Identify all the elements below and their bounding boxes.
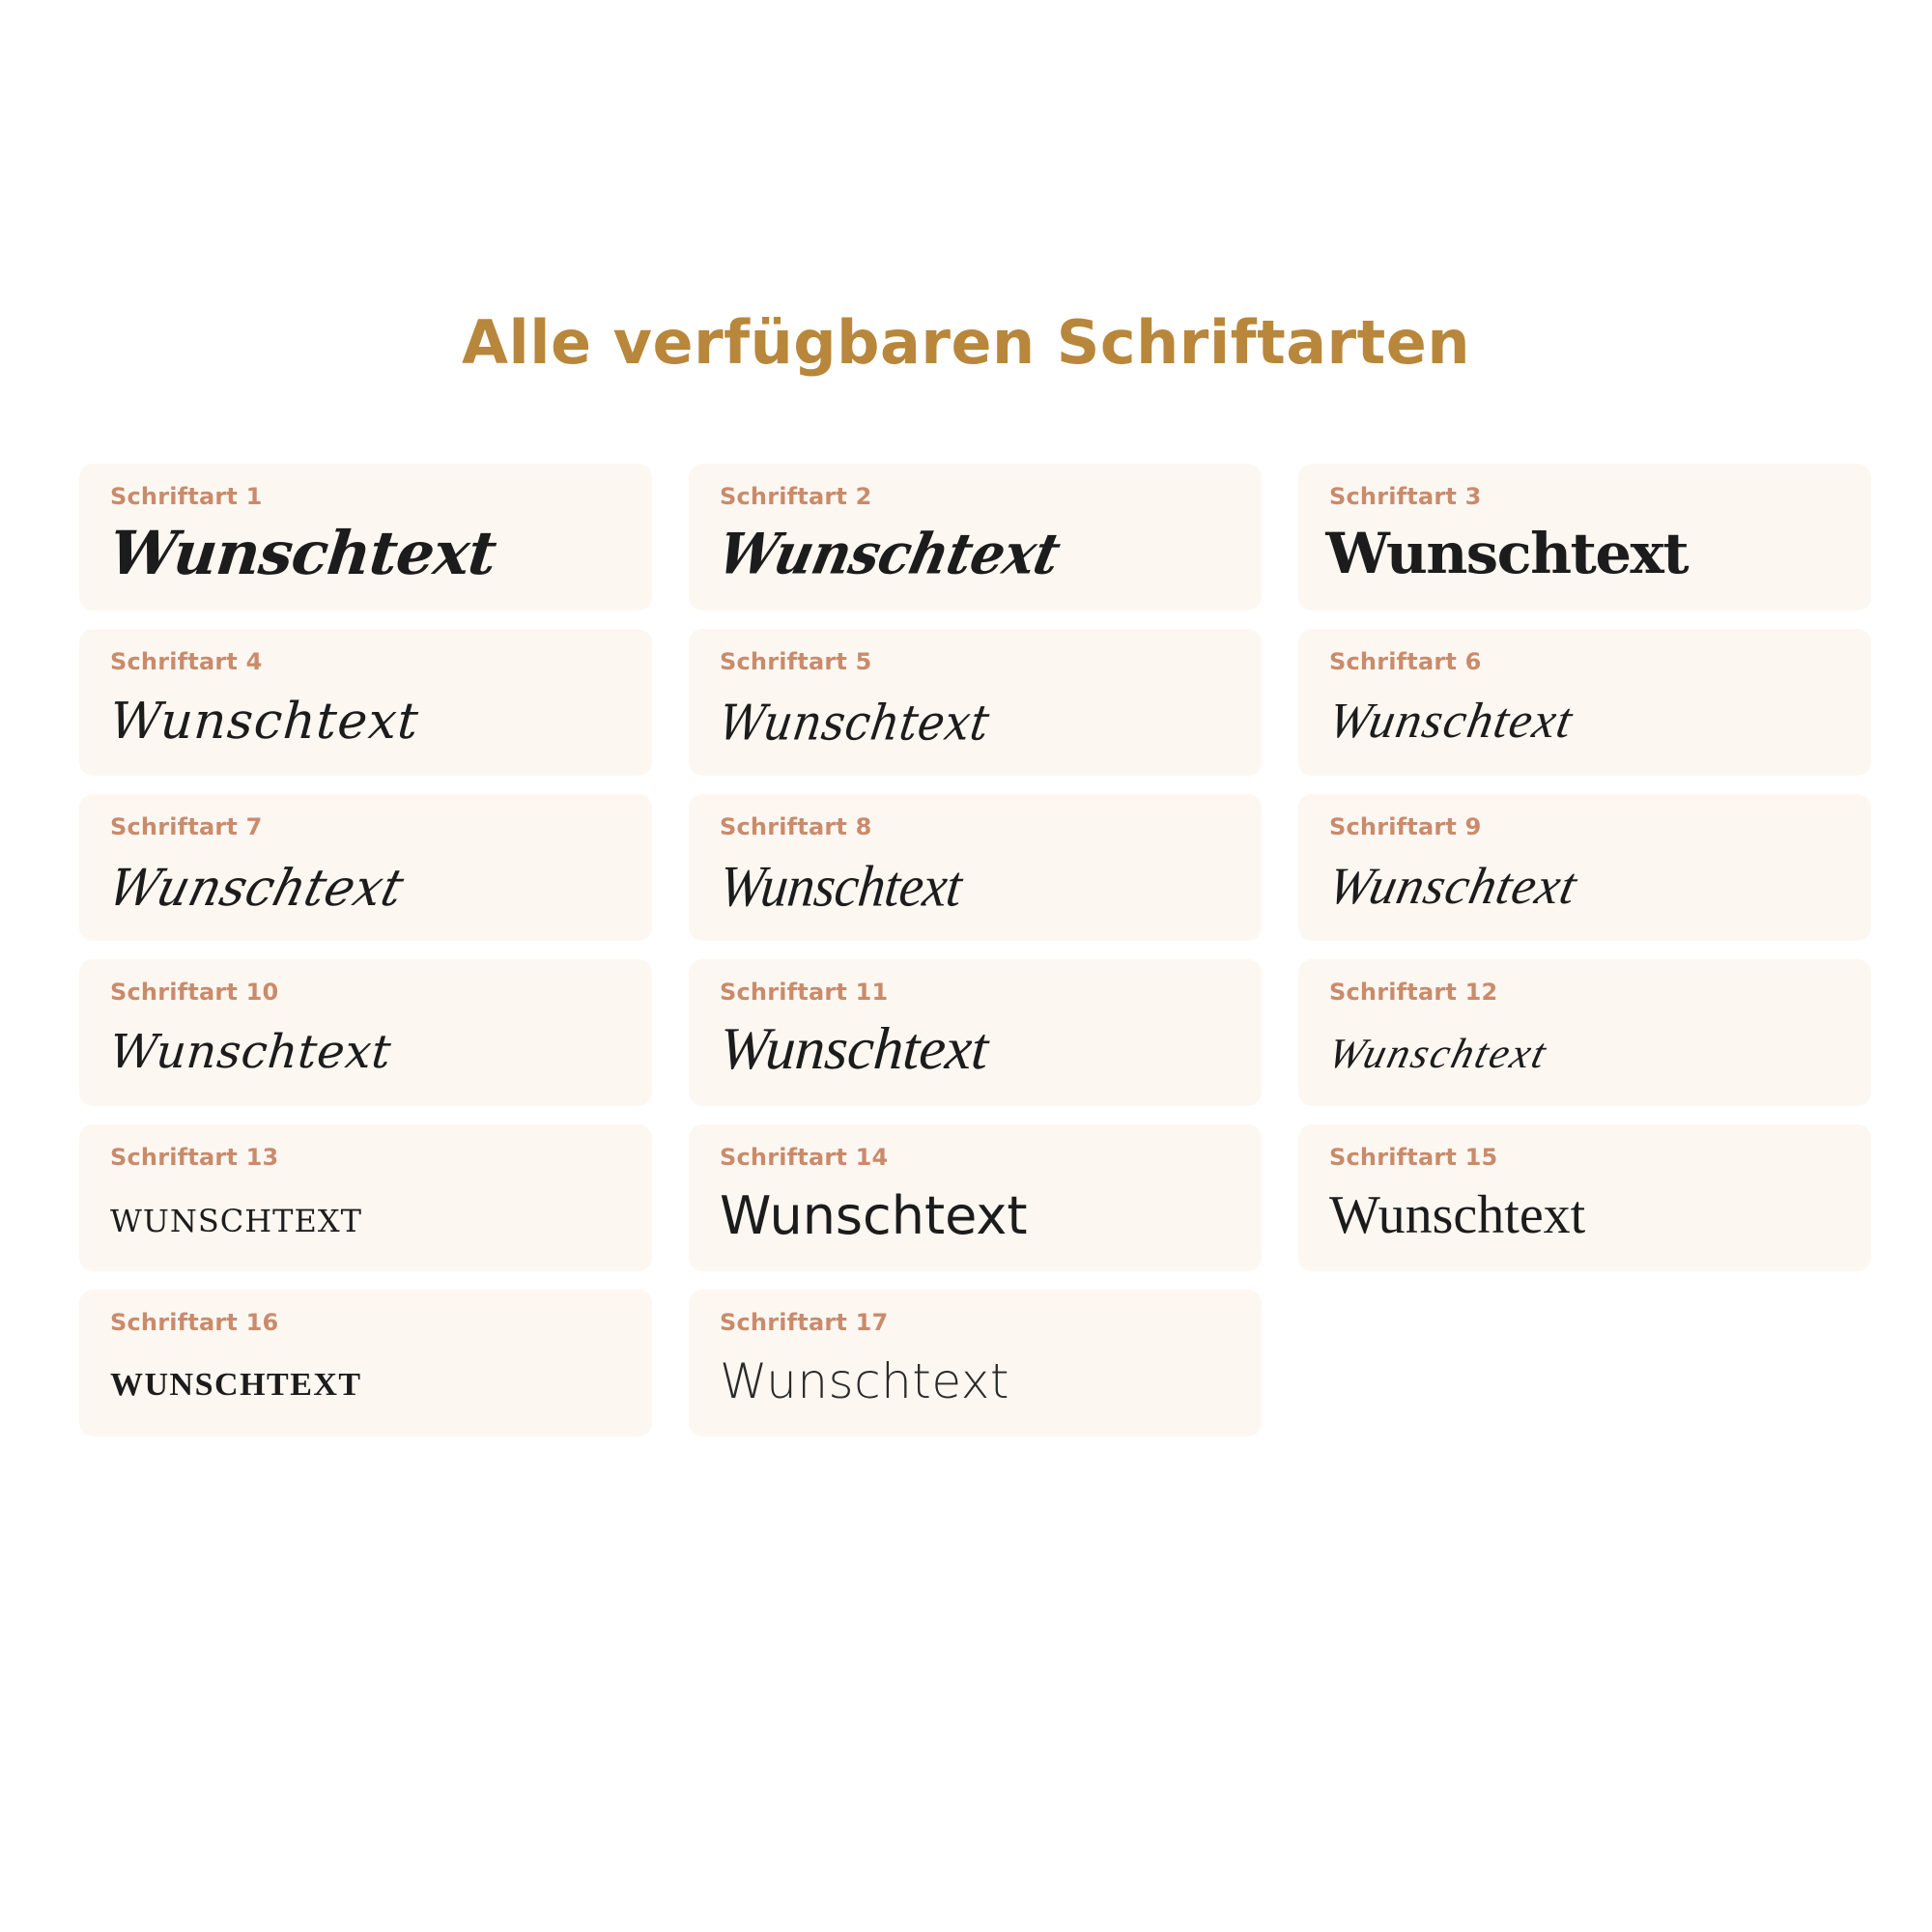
font-card-label: Schriftart 11 (720, 979, 889, 1006)
font-card-12[interactable] (1298, 959, 1871, 1106)
font-card-11[interactable] (689, 959, 1262, 1106)
font-card-label: Schriftart 10 (110, 979, 279, 1006)
font-card-6[interactable] (1298, 629, 1871, 776)
font-card-label: Schriftart 9 (1329, 813, 1482, 840)
font-sample-text: Wunschtext (102, 858, 411, 918)
font-card-9[interactable] (1298, 794, 1871, 941)
font-card-13[interactable] (79, 1124, 652, 1271)
font-sample-text: Wunschtext (107, 693, 421, 751)
font-card-label: Schriftart 4 (110, 648, 263, 675)
font-card-label: Schriftart 16 (110, 1309, 279, 1336)
font-card-16[interactable] (79, 1290, 652, 1436)
font-card-1[interactable] (79, 464, 652, 611)
font-card-10[interactable] (79, 959, 652, 1106)
font-card-label: Schriftart 3 (1329, 483, 1482, 510)
font-sample-text: Wunschtext (715, 694, 993, 752)
font-sample-text: Wunschtext (716, 854, 965, 920)
font-card-label: Schriftart 1 (110, 483, 263, 510)
font-card-label: Schriftart 5 (720, 648, 872, 675)
font-sample-text: Wunschtext (106, 518, 499, 588)
font-sample-text: Wunschtext (1329, 1185, 1586, 1245)
font-card-label: Schriftart 12 (1329, 979, 1498, 1006)
font-card-14[interactable] (689, 1124, 1262, 1271)
font-sample-text: wunschtext (110, 1190, 362, 1242)
font-card-7[interactable] (79, 794, 652, 941)
font-sample-text: Wunschtext (717, 1016, 990, 1082)
font-sample-text: Wunschtext (720, 1185, 1028, 1246)
font-card-label: Schriftart 7 (110, 813, 263, 840)
font-card-15[interactable] (1298, 1124, 1871, 1271)
font-sample-text: Wunschtext (712, 520, 1066, 587)
font-sample-text: Wunschtext (107, 1025, 394, 1079)
font-sample-text: wunschtext (110, 1354, 362, 1406)
font-sample-text: Wunschtext (1325, 521, 1689, 586)
font-card-label: Schriftart 15 (1329, 1144, 1498, 1171)
font-card-2[interactable] (689, 464, 1262, 611)
page-title: Alle verfügbaren Schriftarten (462, 307, 1470, 378)
font-card-label: Schriftart 17 (720, 1309, 889, 1336)
font-card-5[interactable] (689, 629, 1262, 776)
font-card-17[interactable] (689, 1290, 1262, 1436)
font-card-3[interactable] (1298, 464, 1871, 611)
font-sample-text: Wunschtext (720, 1353, 1009, 1409)
font-card-label: Schriftart 2 (720, 483, 872, 510)
font-sample-text: Wunschtext (1324, 694, 1577, 749)
font-card-8[interactable] (689, 794, 1262, 941)
font-card-4[interactable] (79, 629, 652, 776)
font-card-label: Schriftart 14 (720, 1144, 889, 1171)
font-card-label: Schriftart 6 (1329, 648, 1482, 675)
font-card-label: Schriftart 8 (720, 813, 872, 840)
font-sample-text: Wunschtext (1323, 1030, 1553, 1077)
font-card-label: Schriftart 13 (110, 1144, 279, 1171)
font-sample-text: Wunschtext (1322, 857, 1583, 915)
font-card-grid (79, 464, 1857, 1436)
